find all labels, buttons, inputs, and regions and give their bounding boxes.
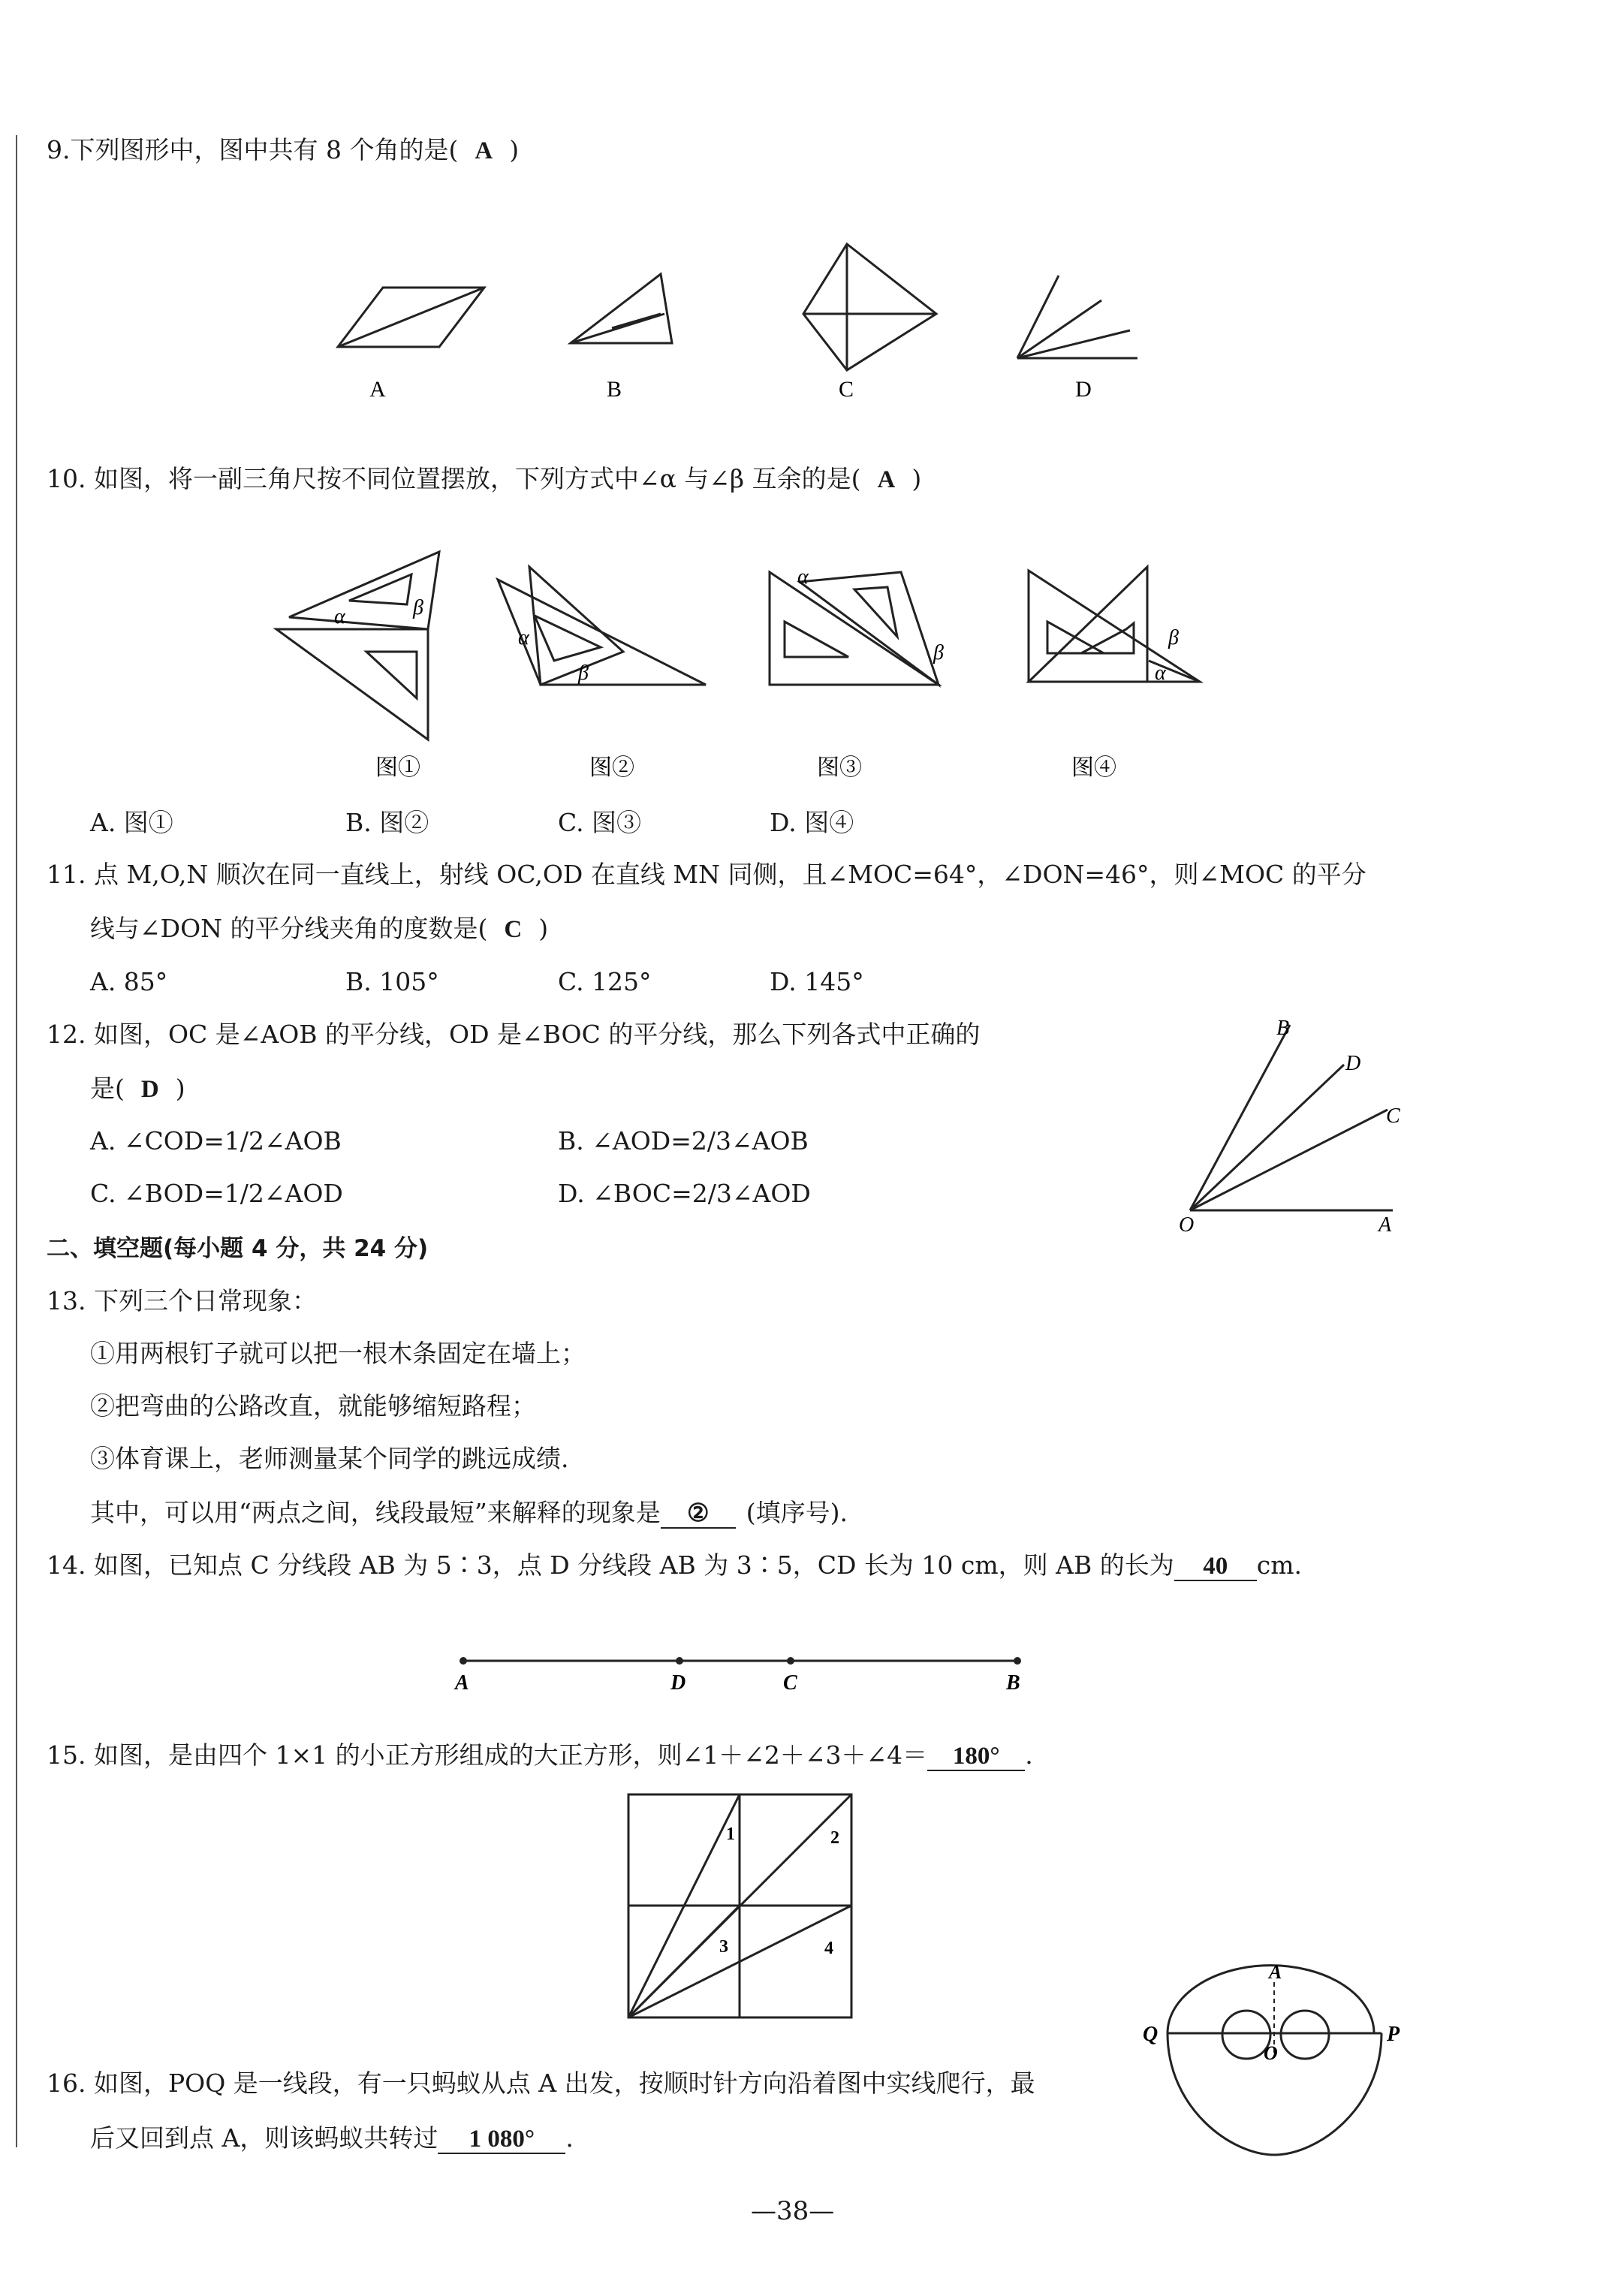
q14-point-c: C: [783, 1671, 797, 1695]
q10-stem: 10. 如图，将一副三角尺按不同位置摆放，下列方式中∠α 与∠β 互余的是( A ): [47, 464, 922, 493]
q16-line1: 16. 如图，POQ 是一线段，有一只蚂蚁从点 A 出发，按顺时针方向沿着图中实线爬行，最: [47, 2069, 1035, 2098]
q15-angle-3: 3: [719, 1937, 728, 1957]
q12-label-a: A: [1379, 1213, 1392, 1237]
section-2-heading: 二、填空题(每小题 4 分，共 24 分): [47, 1235, 429, 1262]
q10-fig-1: 图①: [375, 755, 420, 780]
q12-label-b: B: [1276, 1017, 1290, 1040]
q12-option-c: C. ∠BOD=1/2∠AOD: [90, 1179, 343, 1208]
q16-line2: 后又回到点 A，则该蚂蚁共转过 1 080° .: [90, 2123, 574, 2153]
q12-option-b: B. ∠AOD=2/3∠AOB: [558, 1126, 809, 1156]
q11-option-a: A. 85°: [90, 967, 168, 996]
q10-beta-2: β: [578, 661, 589, 685]
q9-label-a: A: [369, 377, 386, 402]
q12-line1: 12. 如图，OC 是∠AOB 的平分线，OD 是∠BOC 的平分线，那么下列各式中正确的: [47, 1020, 981, 1049]
q11-line1: 11. 点 M,O,N 顺次在同一直线上，射线 OC,OD 在直线 MN 同侧，且∠MOC=64°，∠DON=46°，则∠MOC 的平分: [47, 860, 1366, 889]
q11-line2: 线与∠DON 的平分线夹角的度数是( C ): [90, 914, 549, 943]
q13-question: 其中，可以用“两点之间，线段最短”来解释的现象是 ② (填序号).: [90, 1498, 848, 1527]
q15-answer-blank: 180°: [927, 1743, 1025, 1771]
q12-option-a: A. ∠COD=1/2∠AOB: [90, 1126, 342, 1156]
q10-option-c: C. 图③: [558, 808, 642, 837]
q10-beta-1: β: [413, 596, 423, 619]
q9-label-d: D: [1075, 377, 1092, 402]
q10-fig-4: 图④: [1071, 755, 1116, 780]
q11-option-b: B. 105°: [345, 967, 439, 996]
q12-label-d: D: [1345, 1052, 1361, 1075]
q11-option-c: C. 125°: [558, 967, 652, 996]
q10-option-a: A. 图①: [90, 808, 173, 837]
q16-answer-blank: 1 080°: [438, 2126, 565, 2154]
q10-fig-2: 图②: [589, 755, 634, 780]
q12-label-o: O: [1179, 1213, 1195, 1237]
q9-label-c: C: [838, 377, 854, 402]
q12-option-d: D. ∠BOC=2/3∠AOD: [558, 1179, 811, 1208]
q14-stem: 14. 如图，已知点 C 分线段 AB 为 5∶3，点 D 分线段 AB 为 3∶5，CD 长为 10 cm，则 AB 的长为 40 cm.: [47, 1550, 1302, 1580]
q10-option-d: D. 图④: [770, 808, 854, 837]
q10-alpha-3: α: [797, 565, 809, 589]
q14-point-b: B: [1006, 1671, 1020, 1695]
q9-stem: 9.下列图形中，图中共有 8 个角的是( A ): [47, 135, 520, 164]
q10-option-b: B. 图②: [345, 808, 429, 837]
q14-answer-blank: 40: [1174, 1553, 1257, 1581]
q15-stem: 15. 如图，是由四个 1×1 的小正方形组成的大正方形，则∠1＋∠2＋∠3＋∠4＝ 180° .: [47, 1740, 1033, 1770]
q16-label-q: Q: [1143, 2023, 1159, 2046]
q15-angle-2: 2: [830, 1828, 839, 1848]
q10-alpha-4: α: [1155, 661, 1166, 685]
q12-label-c: C: [1386, 1104, 1400, 1128]
q10-fig-3: 图③: [817, 755, 862, 780]
page-number: —38—: [751, 2196, 835, 2226]
q12-line2: 是( D ): [90, 1074, 185, 1103]
q15-angle-4: 4: [824, 1939, 833, 1958]
q10-alpha-1: α: [334, 605, 345, 628]
q15-angle-1: 1: [726, 1824, 735, 1844]
q16-label-p: P: [1387, 2023, 1400, 2046]
q9-label-b: B: [606, 377, 622, 402]
q10-beta-4: β: [1168, 626, 1179, 649]
q11-option-d: D. 145°: [770, 967, 864, 996]
q10-alpha-2: α: [518, 626, 529, 649]
q13-answer-blank: ②: [661, 1500, 736, 1529]
q14-point-a: A: [455, 1671, 469, 1695]
q16-label-o: O: [1264, 2042, 1278, 2064]
q14-point-d: D: [670, 1671, 686, 1695]
q13-stem: 13. 下列三个日常现象：: [47, 1286, 317, 1315]
q13-item-2: ②把弯曲的公路改直，就能够缩短路程；: [90, 1391, 536, 1421]
q13-item-1: ①用两根钉子就可以把一根木条固定在墙上；: [90, 1339, 586, 1368]
q13-item-3: ③体育课上，老师测量某个同学的跳远成绩.: [90, 1444, 569, 1473]
q10-beta-3: β: [933, 641, 944, 664]
q16-label-a: A: [1269, 1961, 1282, 1983]
